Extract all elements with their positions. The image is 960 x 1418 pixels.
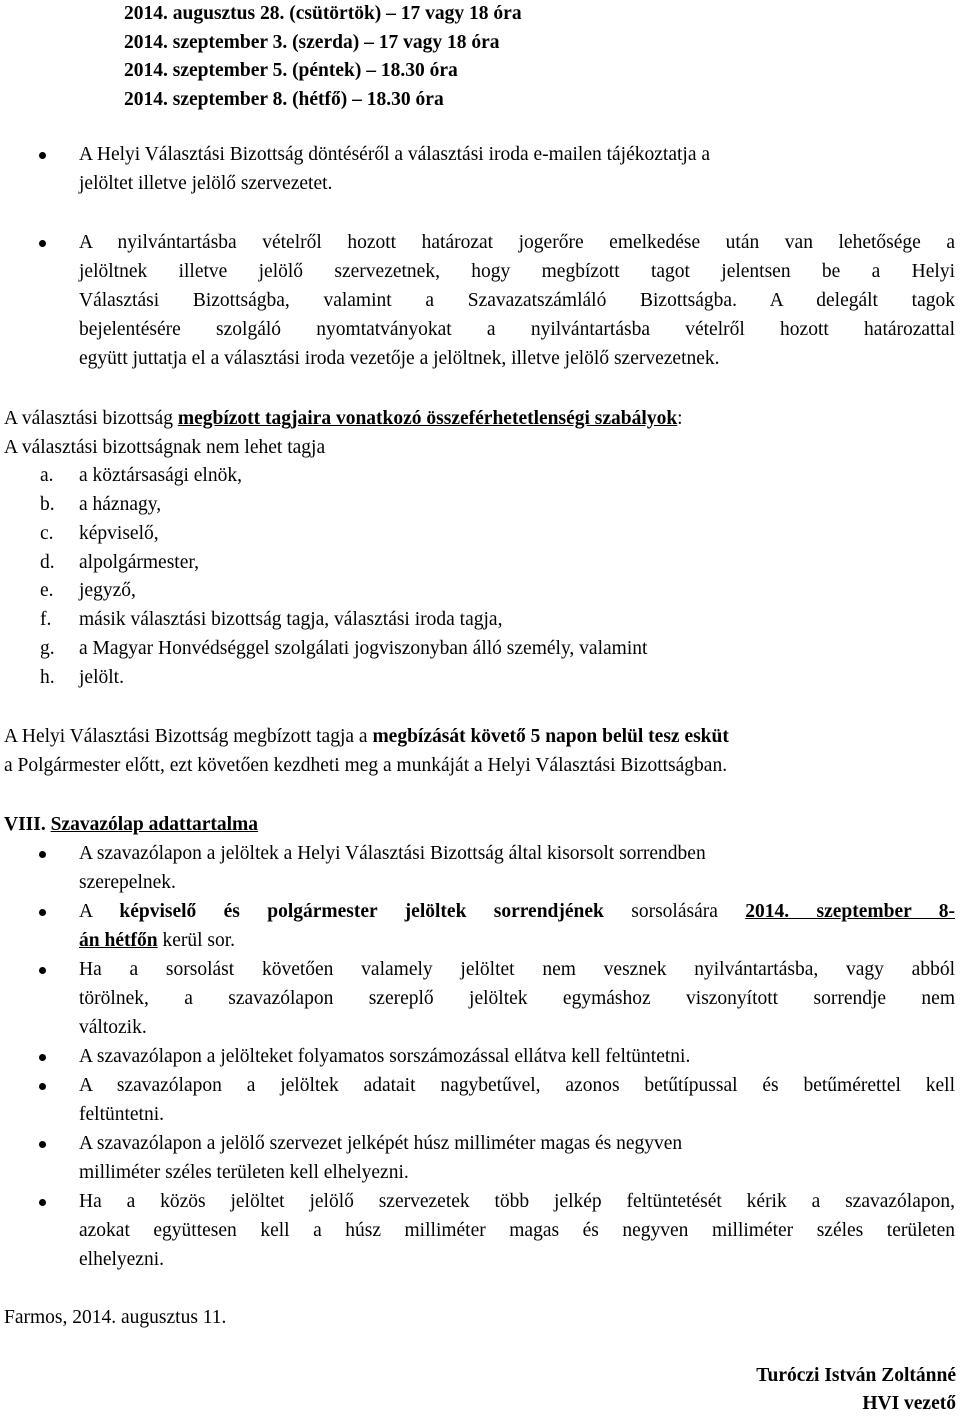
date-line: 2014. szeptember 3. (szerda) – 17 vagy 18 óra [124,31,500,53]
oath-line-2: a Polgármester előtt, ezt követően kezdheti meg a munkáját a Helyi Választási Bizottságban. [4,755,728,776]
date-line: 2014. szeptember 8. (hétfő) – 18.30 óra [124,88,444,110]
signature-name: Turóczi István Zoltánné [756,1365,956,1386]
list-item: g. a Magyar Honvédséggel szolgálati jogviszonyban álló személy, valamint [40,638,648,659]
list-item: d. alpolgármester, [40,552,199,573]
date-line: 2014. szeptember 5. (péntek) – 18.30 óra [124,60,458,81]
signature-title: HVI vezető [862,1393,956,1414]
ballot-bullet-6: A szavazólapon a jelölő szervezet jelképét húsz milliméter magas és negyven milliméter széles területen kell elhelyezni. [79,1133,683,1183]
section-heading: VIII. Szavazólap adattartalma [4,814,259,835]
list-item: a. a köztársasági elnök, [40,465,242,486]
list-item: b. a háznagy, [40,494,162,515]
bullet-icon [39,152,46,159]
place-date: Farmos, 2014. augusztus 11. [4,1307,227,1328]
ballot-bullet-3: Ha a sorsolást követően valamely jelöltet nem vesznek nyilvántartásba, vagy abból törölnek, a szavazólapon szereplő jelöltek egymáshoz viszonyított sorrendje nem változik. [79,959,955,1038]
ballot-bullet-2: A képviselő és polgármester jelöltek sorrendjének sorsolására 2014. szeptember 8- án hétfőn kerül sor. [79,901,956,951]
bullet-icon [39,967,46,974]
ballot-bullet-7: Ha a közös jelöltet jelölő szervezetek több jelkép feltüntetését kérik a szavazólapon, azokat együttesen kell a húsz milliméter magas és negyven milliméter széles területen elhelyezni. [79,1191,955,1270]
rules-intro: A választási bizottság megbízott tagjaira vonatkozó összeférhetetlenségi szabályok: [4,408,683,429]
ballot-bullet-4: A szavazólapon a jelölteket folyamatos sorszámozással ellátva kell feltüntetni. [79,1046,691,1067]
bullet-icon [39,1199,46,1206]
date-line: 2014. augusztus 28. (csütörtök) – 17 vagy 18 óra [124,3,522,24]
bullet-icon [39,909,46,916]
list-item: c. képviselő, [40,523,159,544]
bullet-icon [39,851,46,858]
bullet-icon [39,1083,46,1090]
oath-line-1: A Helyi Választási Bizottság megbízott tagja a megbízását követő 5 napon belül tesz esküt [4,726,729,747]
ballot-bullet-1: A szavazólapon a jelöltek a Helyi Választási Bizottság által kisorsolt sorrendben szerepelnek. [79,843,706,893]
bullet-icon [39,1054,46,1061]
list-item: f. másik választási bizottság tagja, választási iroda tagja, [40,609,503,630]
delegation-paragraph: A nyilvántartásba vételről hozott határozat jogerőre emelkedése után van lehetősége a jelöltnek illetve jelölő szervezetnek, hogy megbízott tagot jelentsen be a Helyi Választási Bizottságba, valamint a Szavazatszámláló Bizottságba. A delegált tagok bejelentésére szolgáló nyomtatványokat a nyilvántartásba vételről hozott határozattal együtt juttatja el a választási iroda vezetője a jelöltnek, illetve jelölő szervezetnek. [79,232,955,369]
ballot-bullet-5: A szavazólapon a jelöltek adatait nagybetűvel, azonos betűtípussal és betűmérettel kell feltüntetni. [79,1075,955,1125]
notification-paragraph: A Helyi Választási Bizottság döntéséről a választási iroda e-mailen tájékoztatja a jelöltet illetve jelölő szervezetet. [79,144,710,194]
list-item: h. jelölt. [40,667,124,688]
bullet-icon [39,1141,46,1148]
rules-subtitle: A választási bizottságnak nem lehet tagja [4,437,326,458]
bullet-icon [39,240,46,247]
meeting-dates [124,0,522,114]
list-item: e. jegyző, [40,580,136,601]
